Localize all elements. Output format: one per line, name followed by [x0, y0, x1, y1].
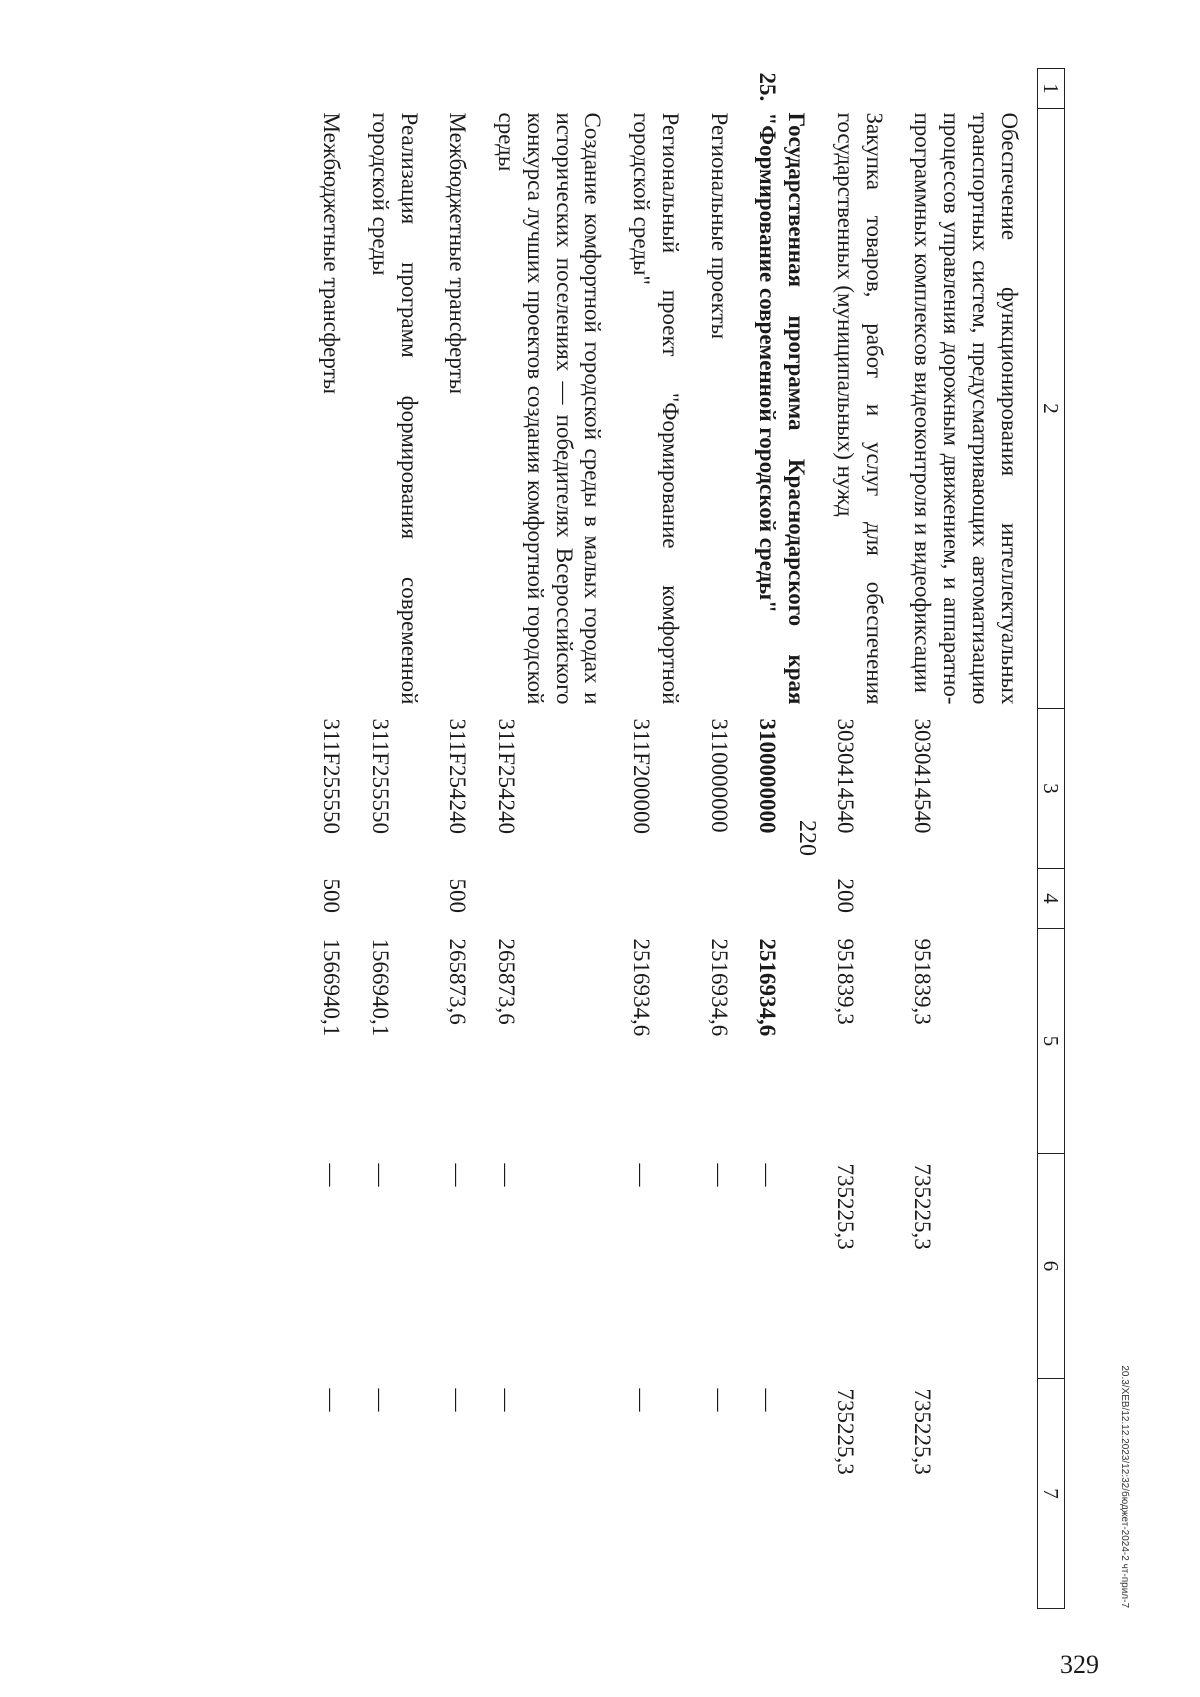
sheet-number: 329	[1060, 1650, 1099, 1679]
table-row	[437, 69, 486, 1609]
row-value-2025: 735225,3	[910, 1163, 936, 1250]
row-name: Реализация программ формирования современной городской среды	[368, 112, 422, 705]
row-value-2024: 2516934,6	[629, 938, 655, 1037]
table-row	[698, 69, 747, 1609]
row-type: 200	[833, 878, 858, 913]
row-code: 311F200000	[629, 718, 655, 834]
row-code: 311F254240	[494, 718, 520, 834]
header-cell: 6	[1037, 1154, 1064, 1379]
row-value-2025: —	[319, 1163, 345, 1187]
page-number: 220	[794, 820, 820, 856]
row-code: 3110000000	[706, 718, 732, 833]
row-name: Обеспечение функционирования интеллектуальных транспортных систем, предусматривающих автоматизацию процессов управления дорожным движением, и аппаратно-программных комплексов видеоконтроля и видеофиксации	[910, 112, 1022, 705]
table-row	[621, 69, 699, 1609]
row-name: Государственная программа Краснодарского края "Формирование современной городской среды"	[755, 112, 810, 705]
header-cell: 1	[1037, 69, 1064, 109]
row-value-2025: —	[629, 1163, 655, 1187]
row-value-2025: —	[706, 1163, 732, 1187]
table-row	[486, 69, 621, 1609]
header-cell: 7	[1037, 1379, 1064, 1609]
rotated-page-content	[150, 68, 1150, 1608]
row-type	[698, 869, 747, 929]
row-number	[437, 69, 486, 109]
row-code: 3030414540	[910, 718, 936, 834]
row-code: 311F254240	[445, 718, 471, 834]
row-value-2026: —	[445, 1388, 471, 1412]
table-row	[902, 69, 1038, 1609]
header-cell: 5	[1037, 929, 1064, 1154]
row-value-2025: 735225,3	[833, 1163, 858, 1250]
row-value-2024: 2516934,6	[755, 938, 781, 1037]
footer-code: 20.3/ХЕВ/12.12.2023/12:32/бюджет-2024-2 чт-прил-7	[1119, 1365, 1130, 1608]
row-code: 311F255550	[319, 718, 345, 834]
row-number	[698, 69, 747, 109]
row-name: Межбюджетные трансферты	[445, 112, 471, 395]
row-name: Региональные проекты	[706, 112, 732, 340]
row-number	[902, 69, 1038, 109]
row-code: 3030414540	[833, 718, 858, 834]
row-number	[359, 69, 437, 109]
row-value-2026: —	[494, 1388, 520, 1412]
row-name: Региональный проект "Формирование комфортной городской среды"	[629, 112, 683, 705]
row-code: 311F255550	[368, 718, 393, 834]
row-name: Межбюджетные трансферты	[319, 112, 345, 395]
row-value-2024: 1566940,1	[319, 938, 345, 1037]
row-value-2024: 951839,3	[910, 938, 936, 1025]
header-cell: 4	[1037, 869, 1064, 929]
row-number	[311, 69, 360, 109]
row-number	[621, 69, 699, 109]
row-type	[486, 869, 621, 929]
row-value-2024: 951839,3	[833, 938, 858, 1025]
row-value-2026: 735225,3	[910, 1388, 936, 1475]
row-value-2025: —	[494, 1163, 520, 1187]
row-code: 3100000000	[755, 718, 781, 834]
header-cell: 3	[1037, 709, 1064, 869]
row-type	[902, 869, 1038, 929]
row-name: Создание комфортной городской среды в малых городах и исторических поселениях — победителях Всероссийского конкурса лучших проектов создания комфортной городской среды	[494, 112, 606, 705]
header-row	[1037, 69, 1064, 1609]
row-number	[824, 69, 902, 109]
table-row	[824, 69, 902, 1609]
row-number: 25.	[755, 72, 781, 102]
row-value-2026: —	[368, 1388, 393, 1412]
row-type: 500	[445, 878, 471, 913]
row-value-2026: 735225,3	[833, 1388, 858, 1475]
row-value-2024: 1566940,1	[368, 938, 393, 1037]
table-row	[359, 69, 437, 1609]
row-value-2024: 265873,6	[494, 938, 520, 1025]
row-value-2025: —	[755, 1163, 781, 1187]
budget-table	[311, 68, 1066, 1609]
row-type	[621, 869, 699, 929]
row-number	[486, 69, 621, 109]
table-row	[311, 69, 360, 1609]
row-type: 500	[319, 878, 345, 913]
row-type	[359, 869, 437, 929]
row-value-2026: —	[319, 1388, 345, 1412]
row-value-2026: —	[629, 1388, 655, 1412]
row-value-2025: —	[445, 1163, 471, 1187]
row-value-2026: —	[755, 1388, 781, 1412]
row-value-2024: 2516934,6	[706, 938, 732, 1037]
header-cell: 2	[1037, 109, 1064, 709]
row-value-2025: —	[368, 1163, 393, 1187]
row-value-2024: 265873,6	[445, 938, 471, 1025]
row-value-2026: —	[706, 1388, 732, 1412]
row-name: Закупка товаров, работ и услуг для обеспечения государственных (муниципальных) нужд	[833, 112, 887, 705]
